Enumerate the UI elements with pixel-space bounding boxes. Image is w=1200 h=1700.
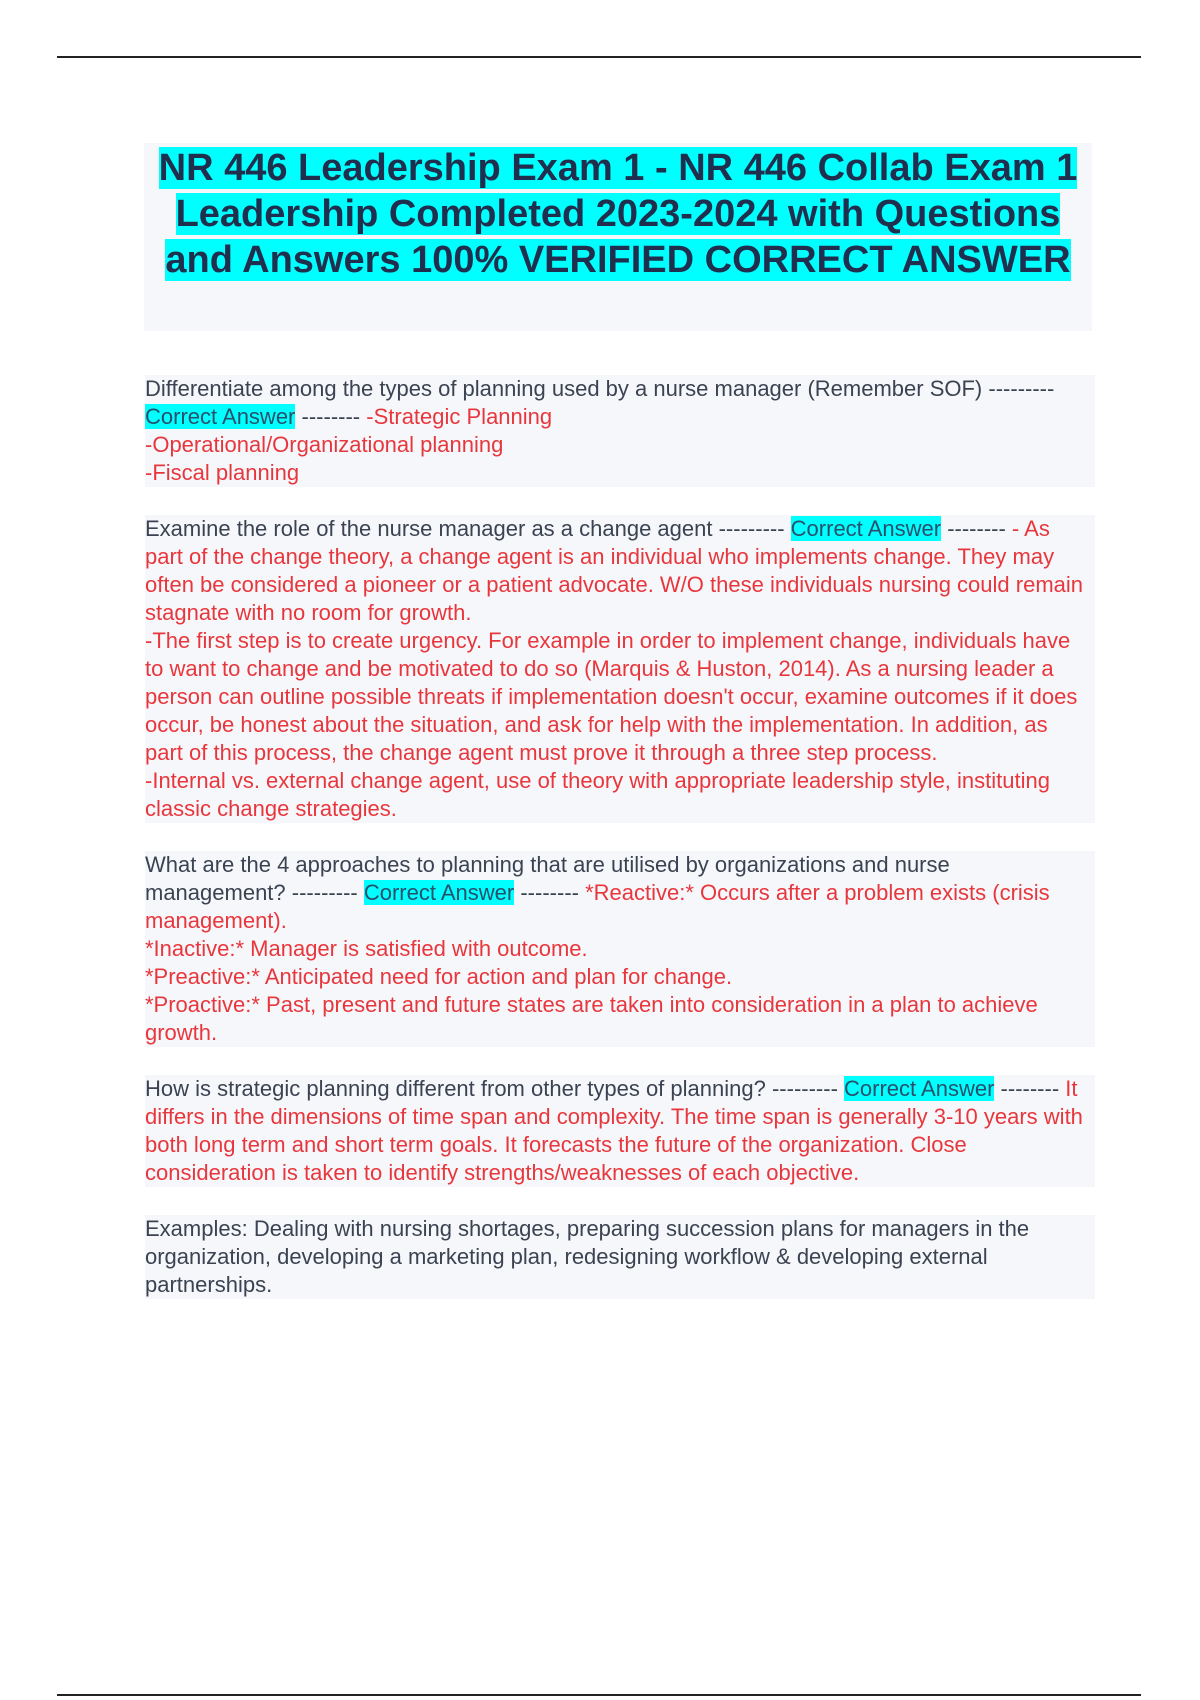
question-text: Examine the role of the nurse manager as a change agent — [145, 516, 713, 541]
answer-text: *Reactive:* Occurs after a problem exists (crisis management). — [145, 880, 1050, 933]
qa-item-2 — [145, 515, 1095, 823]
correct-answer-label: Correct Answer — [790, 516, 942, 541]
qa-line — [145, 515, 1091, 627]
answer-line: *Proactive:* Past, present and future states are taken into consideration in a plan to achieve growth. — [145, 992, 1038, 1045]
question-text: How is strategic planning different from other types of planning? — [145, 1076, 766, 1101]
question-text: Differentiate among the types of planning used by a nurse manager (Remember SOF) — [145, 376, 983, 401]
answer-line: -The first step is to create urgency. For example in order to implement change, individuals have to want to change and be motivated to do so (Marquis & Huston, 2014). As a nursing leader a person can outline possible threats if implementation doesn't occur, examine outcomes if it does occur, be honest about the situation, and ask for help with the implementation. In addition, as part of this process, the change agent must prove it through a three step process. — [145, 628, 1078, 765]
title-highlight: NR 446 Leadership Exam 1 - NR 446 Collab Exam 1 Leadership Completed 2023-2024 with Questions and Answers 100% VERIFIED CORRECT ANSWER — [158, 147, 1078, 281]
answer-line: -Operational/Organizational planning — [145, 432, 504, 457]
title-box — [144, 143, 1092, 331]
answer-line: *Inactive:* Manager is satisfied with outcome. — [145, 936, 588, 961]
qa-item-4 — [145, 1075, 1095, 1187]
correct-answer-label: Correct Answer — [844, 1076, 995, 1101]
answer-text: - As part of the change theory, a change agent is an individual who implements change. They may often be considered a pioneer or a patient advocate. W/O these individuals nursing could remain stagnate with no room for growth. — [145, 516, 1084, 625]
qa-item-1 — [145, 375, 1095, 487]
answer-text: -Strategic Planning — [366, 404, 553, 429]
answer-line: -Internal vs. external change agent, use of theory with appropriate leadership style, instituting classic change strategies. — [145, 768, 1050, 821]
document-title — [144, 143, 1092, 283]
question-text: What are the 4 approaches to planning that are utilised by organizations and nurse management? — [145, 852, 950, 905]
separator: -------- — [301, 404, 361, 429]
examples-block — [145, 1215, 1095, 1299]
qa-line — [145, 375, 1091, 431]
qa-content — [145, 375, 1095, 1327]
examples-text: Examples: Dealing with nursing shortages, preparing succession plans for managers in the organization, developing a marketing plan, redesigning workflow & developing external partnerships. — [145, 1216, 1030, 1297]
correct-answer-label: Correct Answer — [363, 880, 515, 905]
qa-item-3 — [145, 851, 1095, 1047]
separator: --------- — [718, 516, 785, 541]
answer-line: -Fiscal planning — [145, 460, 300, 485]
correct-answer-label: Correct Answer — [145, 404, 296, 429]
separator: -------- — [1000, 1076, 1060, 1101]
separator: --------- — [771, 1076, 838, 1101]
separator: --------- — [988, 376, 1055, 401]
separator: --------- — [291, 880, 358, 905]
separator: -------- — [947, 516, 1006, 541]
bottom-rule — [57, 1694, 1141, 1696]
answer-text: It differs in the dimensions of time span and complexity. The time span is generally 3-10 years with both long term and short term goals. It forecasts the future of the organization. Close consideration is taken to identify strengths/weaknesses of each objective. — [145, 1076, 1083, 1185]
qa-line — [145, 1075, 1091, 1187]
answer-line: *Preactive:* Anticipated need for action and plan for change. — [145, 964, 733, 989]
separator: -------- — [520, 880, 579, 905]
top-rule — [57, 56, 1141, 58]
qa-line — [145, 851, 1091, 935]
